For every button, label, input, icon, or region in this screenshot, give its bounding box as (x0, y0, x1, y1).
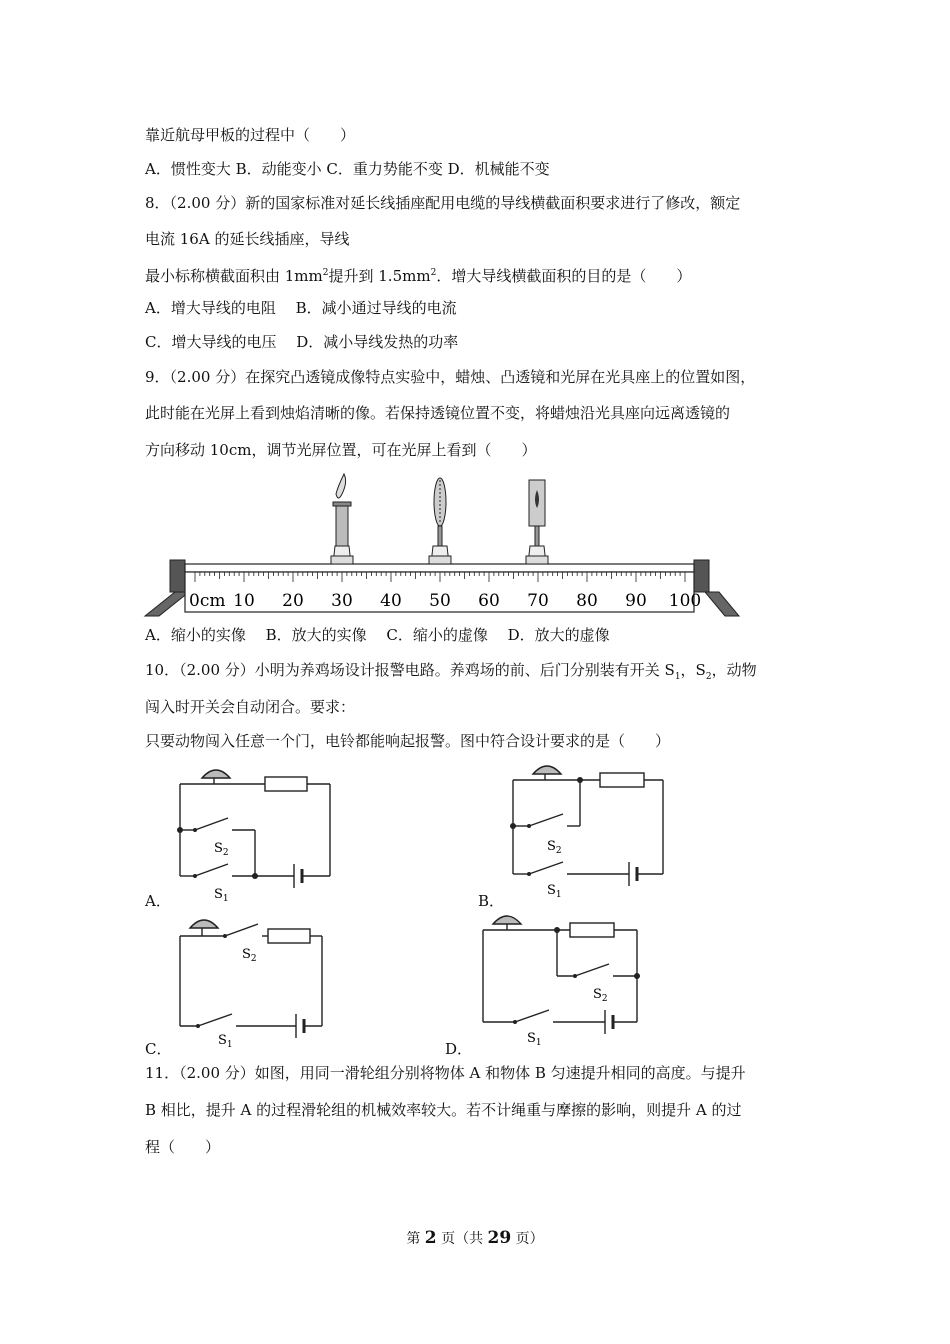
optical-bench-figure (145, 474, 740, 622)
scale-label: 40 (380, 591, 402, 611)
q9-options: A．缩小的实像 B．放大的实像 C．缩小的虚像 D．放大的虚像 (145, 626, 610, 644)
text-line: 电流 16A 的延长线插座，导线 (145, 230, 350, 248)
q11-stem: 11．（2.00 分）如图，用同一滑轮组分别将物体 A 和物体 B 匀速提升相同的高度。与提升 (145, 1064, 746, 1082)
text-line: 靠近航母甲板的过程中（ ） (145, 126, 356, 144)
q7-options: A．惯性变大 B．动能变小 C．重力势能不变 D．机械能不变 (145, 160, 550, 178)
page-footer: 第 2 页（共 29 页） (406, 1228, 544, 1248)
scale-label: 90 (625, 591, 647, 611)
circuit-d (475, 910, 650, 1048)
svg-text:S2: $S_2$ (547, 839, 562, 856)
scale-label: 80 (576, 591, 598, 611)
scale-label: 20 (282, 591, 304, 611)
svg-text:S1: $S_1$ (547, 883, 562, 900)
text-line: B 相比，提升 A 的过程滑轮组的机械效率较大。若不计绳重与摩擦的影响，则提升 A 的过 (145, 1101, 742, 1119)
q8-options-cd: C．增大导线的电压 D．减小导线发热的功率 (145, 333, 459, 351)
text-line: 方向移动 10cm，调节光屏位置，可在光屏上看到（ ） (145, 441, 537, 459)
q9-stem: 9．（2.00 分）在探究凸透镜成像特点实验中，蜡烛、凸透镜和光屏在光具座上的位置如图， (145, 368, 756, 386)
scale-label: 50 (429, 591, 451, 611)
circuit-c (170, 914, 340, 1050)
candle (331, 474, 353, 564)
scale-label: 10 (233, 591, 255, 611)
option-d-label: D． (445, 1040, 473, 1058)
text-line: 最小标称横截面积由 $1mm^2$提升到 $1.5mm^2$．增大导线横截面积的目的是（ ） (145, 267, 692, 285)
light-screen (526, 480, 548, 564)
option-a-label: A． (145, 892, 171, 910)
scale-label: 60 (478, 591, 500, 611)
circuit-a (170, 764, 340, 904)
circuit-b (505, 760, 675, 900)
q10-stem: 10．（2.00 分）小明为养鸡场设计报警电路。养鸡场的前、后门分别装有开关 $S_1$，$S_2$，动物 (145, 661, 757, 682)
scale-label: 100 (668, 591, 702, 611)
svg-text:S1: $S_1$ (218, 1033, 233, 1050)
scale-label: 70 (527, 591, 549, 611)
scale-label: 0cm (189, 591, 226, 611)
q8-stem: 8．（2.00 分）新的国家标准对延长线插座配用电缆的导线横截面积要求进行了修改，额定 (145, 194, 741, 212)
scale-label: 30 (331, 591, 353, 611)
option-c-label: C． (145, 1040, 172, 1058)
svg-text:S2: $S_2$ (214, 841, 229, 858)
svg-text:S2: $S_2$ (242, 947, 257, 964)
option-b-label: B． (478, 892, 505, 910)
svg-text:S2: $S_2$ (593, 987, 608, 1004)
svg-text:S1: $S_1$ (527, 1031, 542, 1048)
text-line: 闯入时开关会自动闭合。要求： (145, 698, 356, 716)
text-line: 此时能在光屏上看到烛焰清晰的像。若保持透镜位置不变，将蜡烛沿光具座向远离透镜的 (145, 404, 731, 422)
q8-options-ab: A．增大导线的电阻 B．减小通过导线的电流 (145, 299, 457, 317)
convex-lens (429, 478, 451, 564)
text-line: 只要动物闯入任意一个门，电铃都能响起报警。图中符合设计要求的是（ ） (145, 732, 671, 750)
svg-text:S1: $S_1$ (214, 887, 229, 904)
text-line: 程（ ） (145, 1138, 221, 1156)
